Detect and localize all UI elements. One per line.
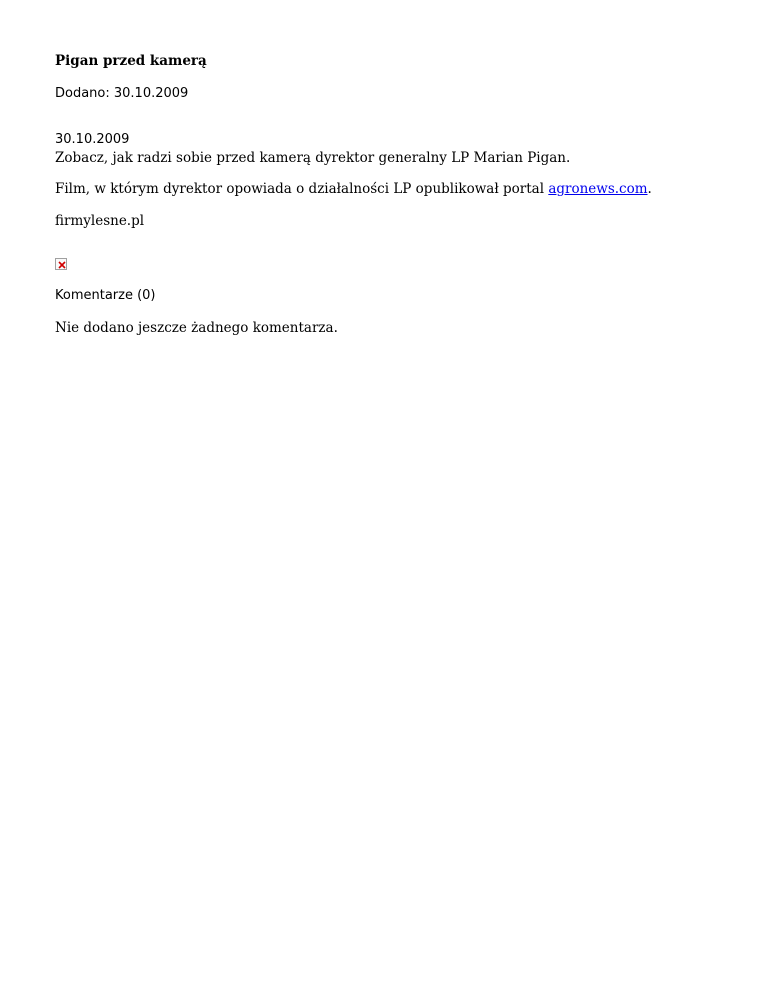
agronews-link[interactable]: agronews.com — [548, 181, 648, 197]
broken-image-icon — [55, 258, 67, 270]
article-date: 30.10.2009 — [55, 132, 130, 147]
article-body-suffix: . — [647, 181, 652, 197]
article-source: firmylesne.pl — [55, 213, 145, 229]
article-title: Pigan przed kamerą — [55, 53, 207, 69]
article-lead: Zobacz, jak radzi sobie przed kamerą dyrektor generalny LP Marian Pigan. — [55, 150, 571, 166]
comments-heading: Komentarze (0) — [55, 288, 156, 303]
article-body — [55, 181, 652, 197]
no-comments-message: Nie dodano jeszcze żadnego komentarza. — [55, 320, 338, 336]
added-date: Dodano: 30.10.2009 — [55, 86, 189, 101]
article-body-prefix: Film, w którym dyrektor opowiada o działalności LP opublikował portal — [55, 181, 549, 197]
broken-image-x-icon — [58, 261, 66, 269]
